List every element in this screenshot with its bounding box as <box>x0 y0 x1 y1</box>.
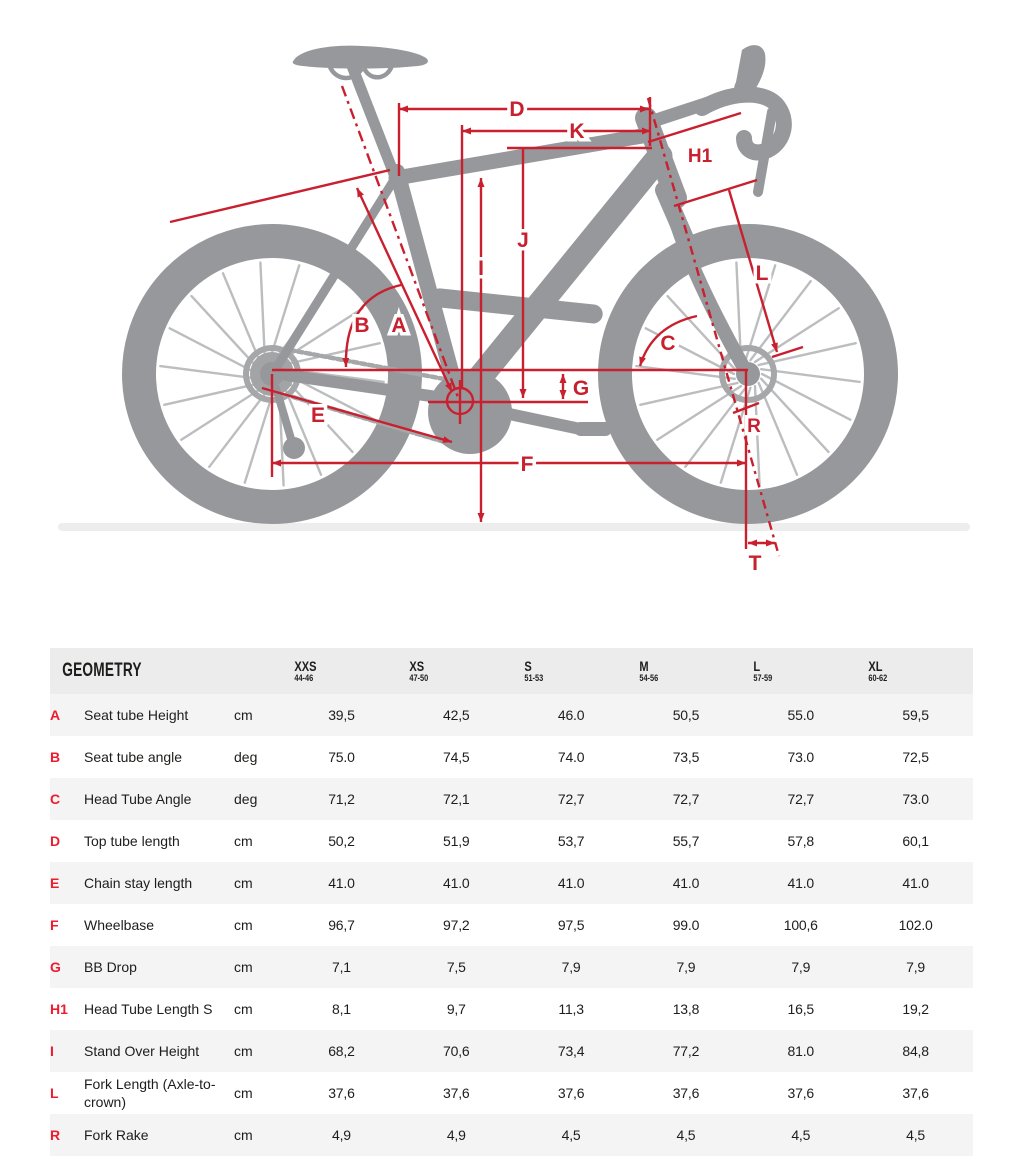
cell-value: 73.0 <box>902 791 929 807</box>
table-row <box>50 736 973 778</box>
row-letter: D <box>50 833 61 849</box>
row-label: Top tube length <box>84 832 180 849</box>
row-label: Chain stay length <box>84 874 193 891</box>
table-row <box>50 694 973 736</box>
front-wheel <box>615 241 881 507</box>
cell-value: 57,8 <box>787 833 814 849</box>
cell-value: 41.0 <box>672 875 700 891</box>
size-name: XL <box>868 658 883 674</box>
row-letter: L <box>50 1085 59 1101</box>
row-unit: cm <box>234 707 253 723</box>
cell-value: 7,9 <box>791 959 811 975</box>
cell-value: 37,6 <box>443 1085 470 1101</box>
size-column-header <box>743 648 858 694</box>
table-row <box>50 778 973 820</box>
cell-value: 41.0 <box>328 875 355 891</box>
cell-value: 68,2 <box>328 1043 355 1059</box>
cell-value: 7,9 <box>906 959 926 975</box>
row-label: Seat tube Height <box>84 706 189 723</box>
dim-label-B: B <box>354 314 370 337</box>
table-row <box>50 862 973 904</box>
row-letter: G <box>50 959 61 975</box>
dim-label-K: K <box>569 120 585 143</box>
row-label: Seat tube angle <box>84 748 183 765</box>
cell-value: 51,9 <box>443 833 470 849</box>
cell-value: 46.0 <box>557 707 585 723</box>
row-label: Fork Length (Axle-to-crown) <box>84 1075 216 1110</box>
row-label: Fork Rake <box>84 1126 149 1143</box>
size-range: 51-53 <box>524 672 543 683</box>
dim-label-J: J <box>517 229 529 252</box>
cell-value: 74.0 <box>557 749 585 765</box>
row-unit: cm <box>234 833 253 849</box>
dim-label-E: E <box>310 404 326 427</box>
cell-value: 99.0 <box>672 917 700 933</box>
cell-value: 42,5 <box>443 707 470 723</box>
dim-label-L: L <box>755 262 769 285</box>
cell-value: 39,5 <box>328 707 355 723</box>
size-name: XXS <box>294 658 317 674</box>
cell-value: 41.0 <box>557 875 585 891</box>
cell-value: 77,2 <box>672 1043 700 1059</box>
cell-value: 72,7 <box>787 791 814 807</box>
row-letter: E <box>50 875 60 891</box>
cell-value: 72,5 <box>902 749 929 765</box>
cell-value: 16,5 <box>787 1001 814 1017</box>
row-letter: C <box>50 791 61 807</box>
dim-label-F: F <box>520 453 534 476</box>
row-letter: I <box>50 1043 54 1059</box>
cell-value: 73,4 <box>557 1043 585 1059</box>
row-unit: cm <box>234 1043 253 1059</box>
row-label: BB Drop <box>84 958 137 975</box>
size-name: M <box>638 658 649 674</box>
table-row <box>50 946 973 988</box>
table-row <box>50 1072 973 1114</box>
cell-value: 4,5 <box>791 1127 811 1143</box>
table-body <box>50 694 973 1156</box>
row-unit: cm <box>234 1127 253 1143</box>
cell-value: 75.0 <box>328 749 355 765</box>
cell-value: 7,9 <box>676 959 696 975</box>
table-row <box>50 820 973 862</box>
cell-value: 102.0 <box>898 917 933 933</box>
cell-value: 4,5 <box>906 1127 926 1143</box>
dim-label-C: C <box>660 332 676 355</box>
cell-value: 37,6 <box>902 1085 929 1101</box>
dim-label-A: A <box>391 314 407 337</box>
size-name: S <box>524 658 532 674</box>
size-name: XS <box>409 658 424 674</box>
cell-value: 97,5 <box>557 917 585 933</box>
cell-value: 84,8 <box>902 1043 929 1059</box>
row-unit: cm <box>234 1001 253 1017</box>
cell-value: 50,5 <box>672 707 700 723</box>
row-letter: R <box>50 1127 61 1143</box>
cell-value: 4,9 <box>332 1127 351 1143</box>
size-name: L <box>753 658 761 674</box>
dim-label-R: R <box>747 416 761 437</box>
row-unit: deg <box>234 791 258 807</box>
cell-value: 55.0 <box>787 707 814 723</box>
cell-value: 37,6 <box>672 1085 700 1101</box>
dim-label-T: T <box>748 552 762 575</box>
table-row <box>50 1030 973 1072</box>
cell-value: 7,5 <box>446 959 466 975</box>
cell-value: 41.0 <box>902 875 929 891</box>
geometry-title: GEOMETRY <box>62 660 142 681</box>
row-letter: H1 <box>50 1001 68 1017</box>
dim-label-H1: H1 <box>687 146 713 167</box>
geometry-title-cell <box>50 648 284 694</box>
table-row <box>50 904 973 946</box>
cell-value: 19,2 <box>902 1001 929 1017</box>
row-unit: cm <box>234 917 253 933</box>
cell-value: 8,1 <box>332 1001 351 1017</box>
row-unit: deg <box>234 749 258 765</box>
cell-value: 9,7 <box>446 1001 466 1017</box>
cell-value: 100,6 <box>783 917 818 933</box>
size-column-header <box>858 648 973 694</box>
cell-value: 4,9 <box>446 1127 466 1143</box>
cell-value: 73,5 <box>672 749 700 765</box>
size-range: 47-50 <box>409 672 429 683</box>
size-column-header <box>284 648 399 694</box>
size-range: 57-59 <box>753 672 773 683</box>
cell-value: 74,5 <box>443 749 470 765</box>
row-letter: F <box>50 917 59 933</box>
cell-value: 37,6 <box>557 1085 585 1101</box>
cell-value: 11,3 <box>558 1001 584 1017</box>
size-range: 44-46 <box>294 672 314 683</box>
table-row <box>50 1114 973 1156</box>
row-unit: cm <box>234 875 253 891</box>
size-range: 60-62 <box>868 672 888 683</box>
cell-value: 72,7 <box>557 791 585 807</box>
cell-value: 53,7 <box>557 833 585 849</box>
row-label: Head Tube Length S <box>84 1000 213 1017</box>
cell-value: 71,2 <box>328 791 355 807</box>
cell-value: 73.0 <box>787 749 814 765</box>
cell-value: 4,5 <box>561 1127 581 1143</box>
table-row <box>50 988 973 1030</box>
cell-value: 97,2 <box>443 917 470 933</box>
cell-value: 96,7 <box>328 917 355 933</box>
row-letter: B <box>50 749 61 765</box>
cell-value: 60,1 <box>902 833 929 849</box>
table-header-row <box>50 648 973 694</box>
cell-value: 59,5 <box>902 707 929 723</box>
cell-value: 55,7 <box>672 833 700 849</box>
cell-value: 37,6 <box>787 1085 814 1101</box>
row-letter: A <box>50 707 61 723</box>
row-label: Stand Over Height <box>84 1042 200 1059</box>
size-column-header <box>629 648 744 694</box>
row-label: Head Tube Angle <box>84 790 192 807</box>
cell-value: 70,6 <box>443 1043 470 1059</box>
row-label: Wheelbase <box>84 916 155 933</box>
cell-value: 50,2 <box>328 833 355 849</box>
size-column-header <box>514 648 629 694</box>
size-column-header <box>399 648 514 694</box>
cell-value: 7,1 <box>332 959 351 975</box>
row-unit: cm <box>234 1085 253 1101</box>
cell-value: 37,6 <box>328 1085 355 1101</box>
row-unit: cm <box>234 959 253 975</box>
cell-value: 13,8 <box>672 1001 700 1017</box>
size-range: 54-56 <box>638 672 658 683</box>
cell-value: 41.0 <box>787 875 814 891</box>
cell-value: 41.0 <box>443 875 470 891</box>
cell-value: 4,5 <box>676 1127 696 1143</box>
cell-value: 72,1 <box>443 791 470 807</box>
dim-label-D: D <box>509 98 525 121</box>
cell-value: 81.0 <box>787 1043 814 1059</box>
dim-label-I: I <box>478 257 484 280</box>
cell-value: 72,7 <box>672 791 700 807</box>
geometry-table <box>50 648 973 1156</box>
dim-label-G: G <box>572 377 590 400</box>
ground-shadow <box>58 523 970 531</box>
cell-value: 7,9 <box>561 959 581 975</box>
